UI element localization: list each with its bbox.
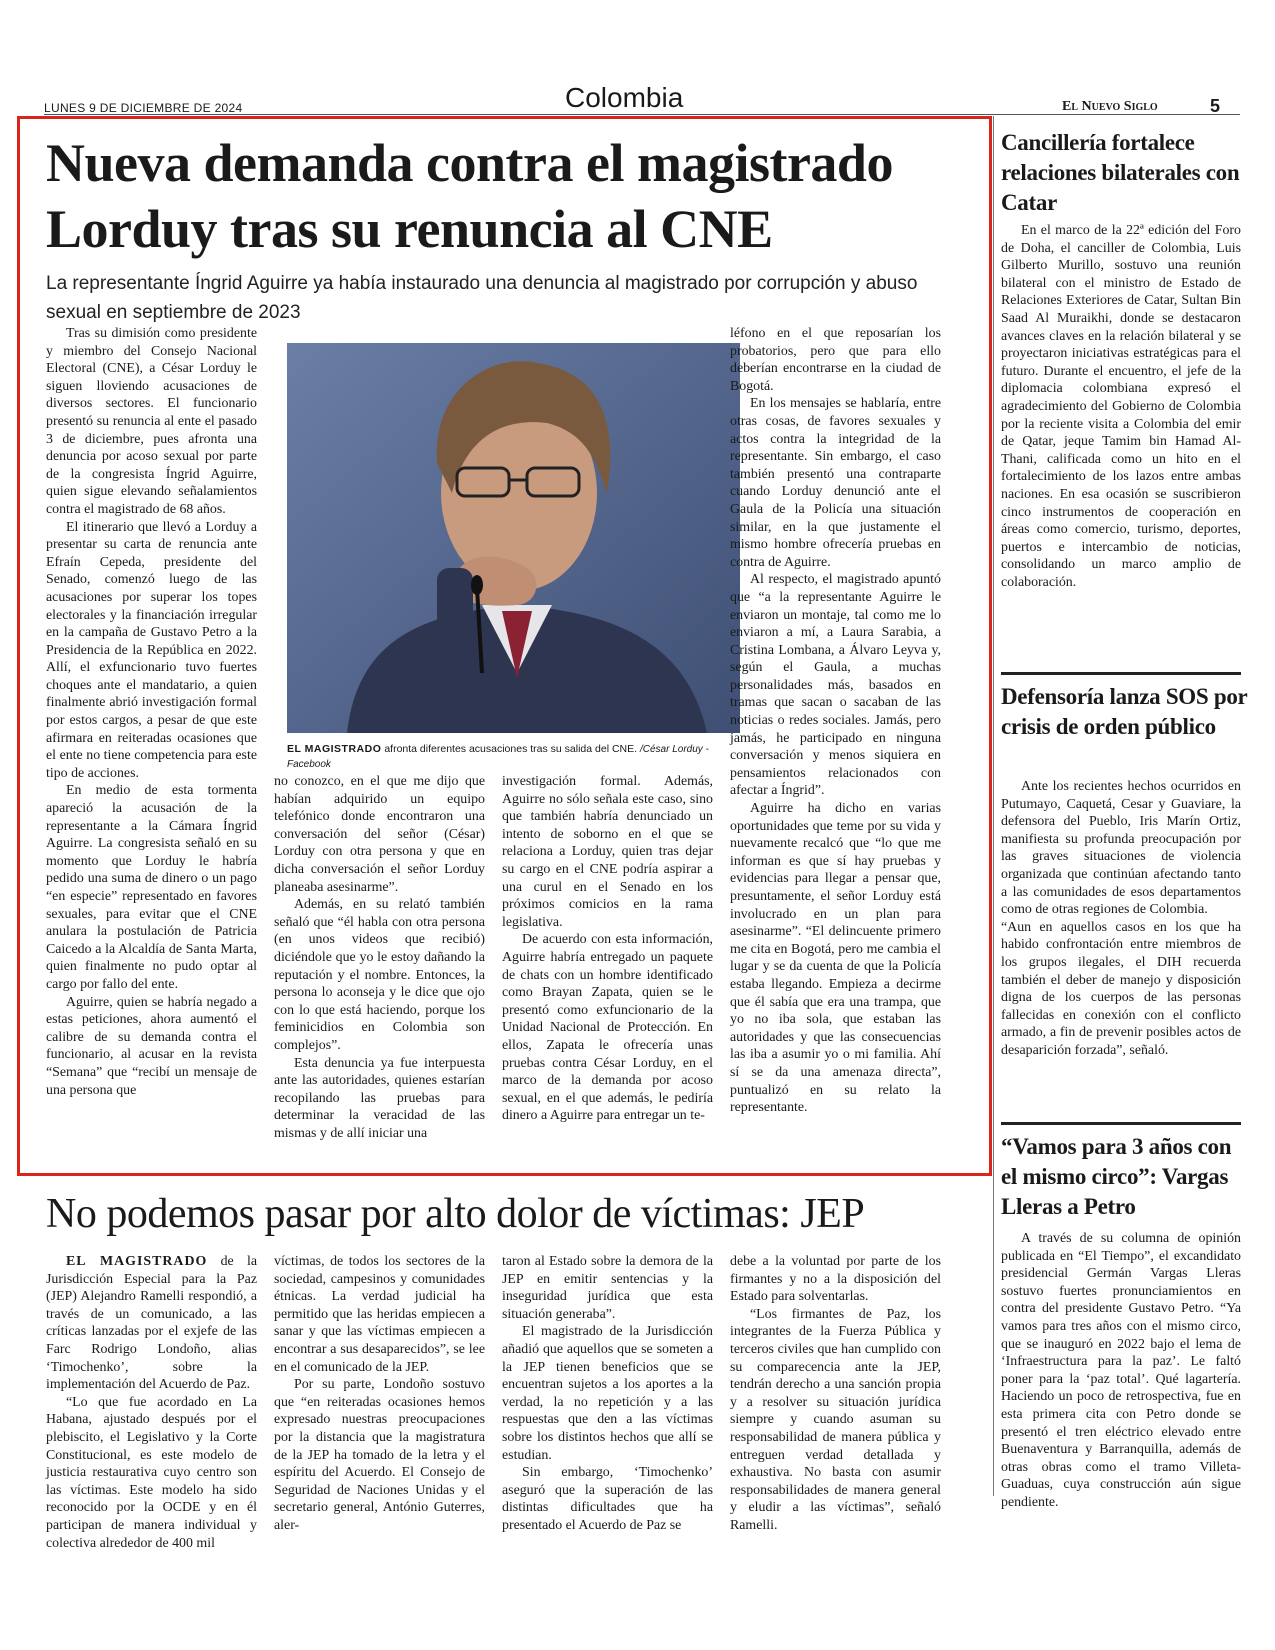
sidebar-divider (993, 116, 994, 1496)
article-kicker: EL MAGISTRADO (66, 1254, 208, 1269)
sidebar-story-2-body (1001, 778, 1241, 1060)
caption-text: afronta diferentes acusaciones tras su salida del CNE. (381, 743, 640, 755)
paragraph (46, 1253, 257, 1394)
paragraph: taron al Estado sobre la demora de la JEP en emitir sentencias y la inseguridad jurídica que esta situación generaba”. (502, 1254, 713, 1322)
paragraph: “Aun en aquellos casos en los que ha habido confrontación entre miembros de los grupos ilegales, el DIH recuerda también el deber de manejo y disposición digna de los cuerpos de las personas fallecidas en conexión con el conflicto armado, a fin de prevenir posibles actos de desaparición forzada”, señaló. (1001, 919, 1241, 1058)
paragraph: A través de su columna de opinión publicada en “El Tiempo”, el excandidato presidencial Germán Vargas Lleras sostuvo fuertes pronunciamientos en contra del presidente Gustavo Petro. “Ya vamos para tres años con el mismo circo, que se inauguró en 2022 bajo el lema de ‘Infraestructura para la paz’. Le faltó poner para la ‘paz total’. Qué lagartería. Haciendo un poco de retrospectiva, fue en esta primera cita con Petro donde se presentó el tren eléctrico elevado entre Buenaventura y Barranquilla, además de otras obras como el tramo Villeta-Guaduas, cuya construcción aún sigue pendiente. (1001, 1231, 1241, 1510)
paragraph: investigación formal. Además, Aguirre no sólo señala este caso, sino que también habría denunciado un intento de soborno en el que se relaciona a Lorduy, quien tras dejar su cargo en el CNE podría aspirar a una curul en el Senado en los próximos comicios en la rama legislativa. (502, 774, 713, 930)
sidebar-story-1-body (1001, 222, 1241, 591)
paragraph: debe a la voluntad por parte de los firmantes y no a la disposición del Estado para solventarlas. (730, 1254, 941, 1305)
second-article-column-1 (46, 1253, 257, 1552)
header-rule (44, 114, 1240, 115)
issue-date: LUNES 9 DE DICIEMBRE DE 2024 (44, 101, 243, 115)
second-article-column-2 (274, 1253, 485, 1535)
second-headline: No podemos pasar por alto dolor de víctimas: JEP (46, 1191, 865, 1237)
paragraph: Al respecto, el magistrado apuntó que “a la representante Aguirre le enviaron un montaje, tal como me lo enviaron a mí, a Laura Sarabia, a Cristina Lombana, a Álvaro Leyva y, según el Gaula, a muchas personalidades más, basados en tramas que sacan o sacaban de las noticias o redes sociales. Jamás, pero jamás, he participado en ninguna conversación y menos siquiera en pensamientos relacionados con afectar a Íngrid”. (730, 572, 941, 799)
portrait-photo (287, 343, 740, 733)
main-article-column-3 (502, 773, 713, 1125)
second-article-column-4 (730, 1253, 941, 1535)
sidebar-story-1-title: Cancillería fortalece relaciones bilaterales con Catar (1001, 130, 1240, 215)
paragraph: Tras su dimisión como presidente y miembro del Consejo Nacional Electoral (CNE), a César Lorduy le siguen lloviendo acusaciones de diversos sectores. El funcionario presentó su renuncia al ente el pasado 3 de diciembre, pues afronta una denuncia por acoso sexual por parte de la congresista Íngrid Aguirre, quien sigue elevando señalamientos contra el magistrado de 68 años. (46, 326, 257, 517)
paragraph-text: de la Jurisdicción Especial para la Paz (JEP) Alejandro Ramelli respondió, a través de un comunicado, a las críticas lanzadas por el exjefe de las Farc Rodrigo Londoño, alias ‘Timochenko’, sobre la implementación del Acuerdo de Paz. (46, 1254, 257, 1393)
paragraph: víctimas, de todos los sectores de la sociedad, campesinos y comunidades étnicas. La verdad judicial ha permitido que las heridas empiecen a sanar y que las víctimas empiecen a encontrar a sus desaparecidos”, se lee en el comunicado de la JEP. (274, 1254, 485, 1375)
paragraph: En el marco de la 22ª edición del Foro de Doha, el canciller de Colombia, Luis Gilberto Murillo, sostuvo una reunión bilateral con el ministro de Estado de Relaciones Exteriores de Catar, Sultan Bin Saad Al Muraikhi, donde se destacaron avances claves en la relación bilateral y se proyectaron iniciativas estratégicas para el futuro. Durante el encuentro, el jefe de la diplomacia colombiana expresó el agradecimiento del Gobierno de Colombia por la reciente visita a Colombia del emir de Qatar, jeque Tamim bin Hamad Al-Thani, calificada como un hito en el fortalecimiento de los lazos entre ambas naciones. En esa ocasión se suscribieron cinco instrumentos de cooperación en áreas como comercio, turismo, deportes, puertos e intercambio de noticias, consolidando un marco amplio de colaboración. (1001, 223, 1241, 590)
paragraph: “Lo que fue acordado en La Habana, ajustado después por el plebiscito, el Legislativo y la Corte Constitucional, es este modelo de justicia restaurativa cuyo centro son las víctimas. Este modelo ha sido reconocido por la OCDE y en él participan de manera individual y colectiva alrededor de 400 mil (46, 1394, 257, 1551)
paragraph: El magistrado de la Jurisdicción añadió que aquellos que se someten a la JEP tienen beneficios que se encuentran sujetos a los aportes a la verdad, la no repetición y a las respuestas que den a las víctimas sobre los distintos hechos que allí se estudian. (502, 1324, 713, 1463)
main-article-column-1 (46, 325, 257, 1099)
paragraph: Además, en su relató también señaló que “él habla con otra persona (en unos videos que recibió) diciéndole que yo le estoy dañando la reputación y el nombre. Entonces, la persona lo aconseja y le dice que ojo con lo que está haciendo, porque los feminicidios en Colombia son complejos”. (274, 897, 485, 1053)
second-article-column-3 (502, 1253, 713, 1535)
paragraph: En medio de esta tormenta apareció la acusación de la representante a la Cámara Íngrid Aguirre. La congresista señaló en su momento que Lorduy le habría pedido una suma de dinero o un pago “en especie” representado en favores sexuales, para evitar que el CNE anulara la postulación de Patricia Caicedo a la Alcaldía de Santa Marta, quien finalmente no pudo optar al cargo por fallo del ente. (46, 783, 257, 992)
sidebar-story-2-title: Defensoría lanza SOS por crisis de orden público (1001, 684, 1248, 739)
sidebar-rule (1001, 672, 1241, 675)
paragraph: Aguirre, quien se habría negado a estas peticiones, ahora aumentó el calibre de su demanda contra el funcionario, al acusar en la revista “Semana” que “recibí un mensaje de una persona que (46, 994, 257, 1098)
paragraph: En los mensajes se hablaría, entre otras cosas, de favores sexuales y actos contra la integridad de la representante. Sin embargo, el caso también presentó una contraparte cuando Lorduy denunció ante el Gaula de la Policía una situación similar, en la que justamente el mismo hombre ofrecería pruebas en contra de Aguirre. (730, 396, 941, 570)
publication-name: El Nuevo Siglo (1062, 99, 1158, 114)
portrait-illustration (287, 343, 740, 733)
paragraph: Aguirre ha dicho en varias oportunidades que teme por su vida y nuevamente recalcó que “lo que me informan es que sí hay pruebas y evidencias para llegar a pensar que, presuntamente, el señor Lorduy está involucrado en un plan para asesinarme”. “El delincuente primero me cita en Bogotá, pero me cambia el lugar y se da cuenta de que la Policía estaba llegando. Empieza a decirme que él sabía que era una trampa, que yo no iba sola, que estaban las autoridades y que las consecuencias las iba a asumir yo o mi familia. Ahí sí se da una amenaza directa”, puntualizó en su relato la representante. (730, 801, 941, 1116)
paragraph: Sin embargo, ‘Timochenko’ aseguró que la superación de las distintas dificultades que ha presentado el Acuerdo de Paz se (502, 1465, 713, 1533)
caption-credit: /César Lorduy - Facebook (287, 744, 709, 770)
sidebar-rule (1001, 1122, 1241, 1125)
main-headline: Nueva demanda contra el magistrado Lorduy tras su renuncia al CNE (46, 133, 893, 259)
paragraph: no conozco, en el que me dijo que habían adquirido un equipo telefónico donde encontraron una conversación del señor (César) Lorduy con otra persona y que en dicha conversación el señor Lorduy planeaba asesinarme”. (274, 774, 485, 895)
paragraph: De acuerdo con esta información, Aguirre habría entregado un paquete de chats con un hombre identificado como Brayan Zapata, quien se le presentó como exfuncionario de la Unidad Nacional de Protección. En ellos, Zapata le ofrecería unas pruebas contra César Lorduy, en el marco de la demanda por acoso sexual, en el que además, le pediría dinero a Aguirre para entregar un te- (502, 932, 713, 1124)
paragraph: “Los firmantes de Paz, los integrantes de la Fuerza Pública y terceros civiles que han cumplido con su comparecencia ante la JEP, tendrán derecho a una sanción propia y a resolver su situación jurídica siempre y cuando asuman su responsabilidad de manera pública y entreguen verdad detallada y exhaustiva. No basta con asumir responsabilidades de manera general y eludir a las víctimas”, señaló Ramelli. (730, 1306, 941, 1533)
sidebar-story-3-body (1001, 1230, 1241, 1512)
paragraph: Ante los recientes hechos ocurridos en Putumayo, Caquetá, Cesar y Guaviare, la defensora del Pueblo, Iris Marín Ortiz, manifiesta su profunda preocupación por las graves situaciones de violencia organizada que continúan afectando tanto a las comunidades de esos departamentos como de otras regiones de Colombia. (1001, 779, 1241, 918)
caption-kicker: EL MAGISTRADO (287, 743, 382, 755)
paragraph: léfono en el que reposarían los probatorios, pero que para ello deberían encontrarse en la ciudad de Bogotá. (730, 326, 941, 394)
sidebar-story-3-title: “Vamos para 3 años con el mismo circo”: Vargas Lleras a Petro (1001, 1134, 1232, 1219)
paragraph: El itinerario que llevó a Lorduy a presentar su carta de renuncia ante Efraín Cepeda, presidente del Senado, comenzó luego de las acusaciones por superar los topes electorales y la financiación irregular en la campaña de Gustavo Petro a la Presidencia de la República en 2022. Allí, el exfuncionario tuvo fuertes choques ante el mandatario, a quien finalmente abrió investigación formal por estos cargos, a pesar de que este afirmara en reiteradas ocasiones que el ente no tiene competencia para este tipo de acciones. (46, 519, 257, 781)
section-title: Colombia (565, 82, 684, 113)
main-deck: La representante Íngrid Aguirre ya había instaurado una denuncia al magistrado por corrupción y abuso sexual en septiembre de 2023 (46, 273, 918, 323)
page-number: 5 (1210, 96, 1221, 116)
main-article-column-4 (730, 325, 941, 1117)
photo-caption (287, 742, 740, 772)
paragraph: Esta denuncia ya fue interpuesta ante las autoridades, quienes estarían recopilando las pruebas para determinar la veracidad de las mismas y de allí iniciar una (274, 1055, 485, 1141)
main-article-column-2 (274, 773, 485, 1142)
paragraph: Por su parte, Londoño sostuvo que “en reiteradas ocasiones hemos expresado nuestras preocupaciones por la distancia que la magistratura de la JEP ha tomado de la letra y el espíritu del Acuerdo. El Consejo de Seguridad de Naciones Unidas y el secretario general, António Guterres, aler- (274, 1377, 485, 1533)
